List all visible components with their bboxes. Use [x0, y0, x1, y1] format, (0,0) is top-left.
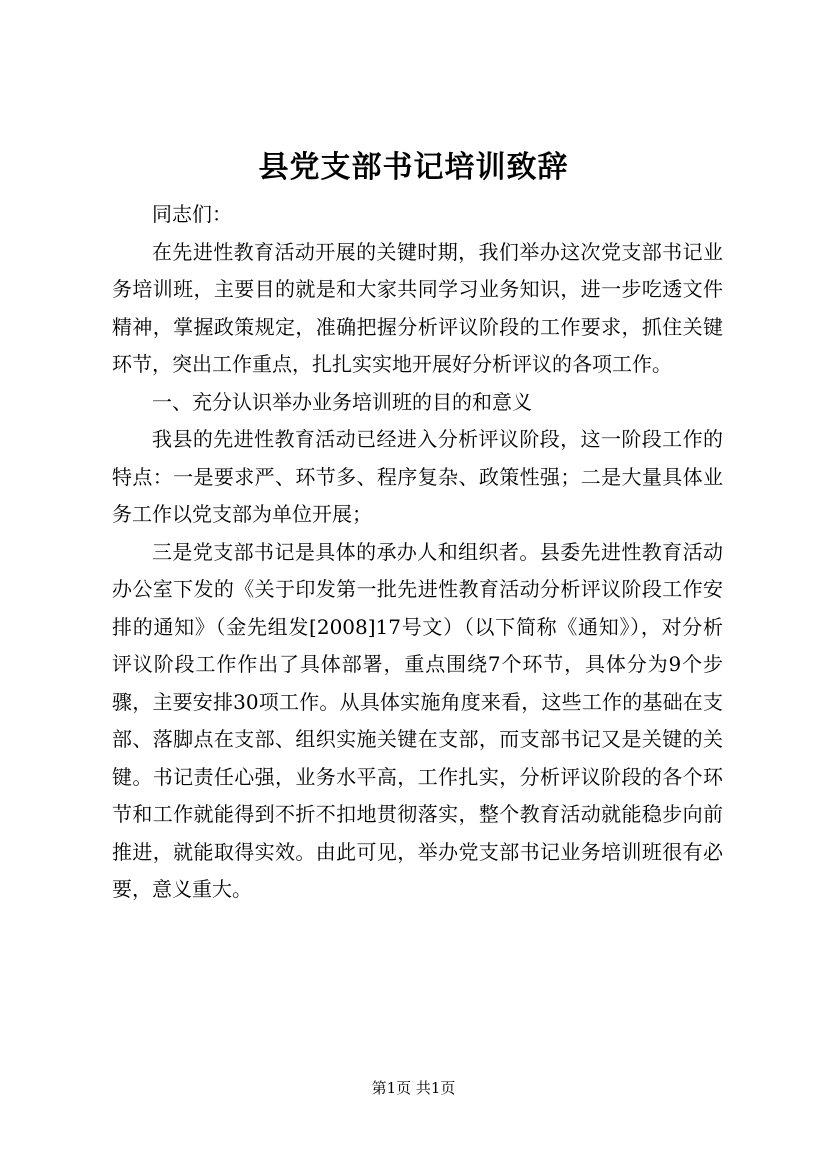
- section-heading: 一、充分认识举办业务培训班的目的和意义: [152, 389, 532, 414]
- body-paragraph: 三是党支部书记是具体的承办人和组织者。县委先进性教育活动办公室下发的《关于印发第一批先进性教育活动分析评议阶段工作安排的通知》（金先组发[2008]17号文）（以下简称《通知》），对分析评议阶段工作作出了具体部署，重点围绕7个环节，具体分为9个步骤，主要安排30项工作。从具体实施角度来看，这些工作的基础在支部、落脚点在支部、组织实施关键在支部，而支部书记又是关键的关键。书记责任心强，业务水平高，工作扎实，分析评议阶段的各个环节和工作就能得到不折不扣地贯彻落实，整个教育活动就能稳步向前推进，就能取得实效。由此可见，举办党支部书记业务培训班很有必要，意义重大。: [112, 539, 723, 901]
- document-title: 县党支部书记培训致辞: [258, 150, 569, 185]
- page-footer: 第1页 共1页: [371, 1079, 456, 1097]
- body-paragraph: 我县的先进性教育活动已经进入分析评议阶段，这一阶段工作的特点：一是要求严、环节多、程序复杂、政策性强；二是大量具体业务工作以党支部为单位开展；: [112, 427, 723, 526]
- document-body: [112, 196, 723, 909]
- salutation-paragraph: 同志们：: [152, 202, 232, 226]
- intro-paragraph: 在先进性教育活动开展的关键时期，我们举办这次党支部书记业务培训班，主要目的就是和大家共同学习业务知识，进一步吃透文件精神，掌握政策规定，准确把握分析评议阶段的工作要求，抓住关键环节，突出工作重点，扎扎实实地开展好分析评议的各项工作。: [112, 239, 723, 376]
